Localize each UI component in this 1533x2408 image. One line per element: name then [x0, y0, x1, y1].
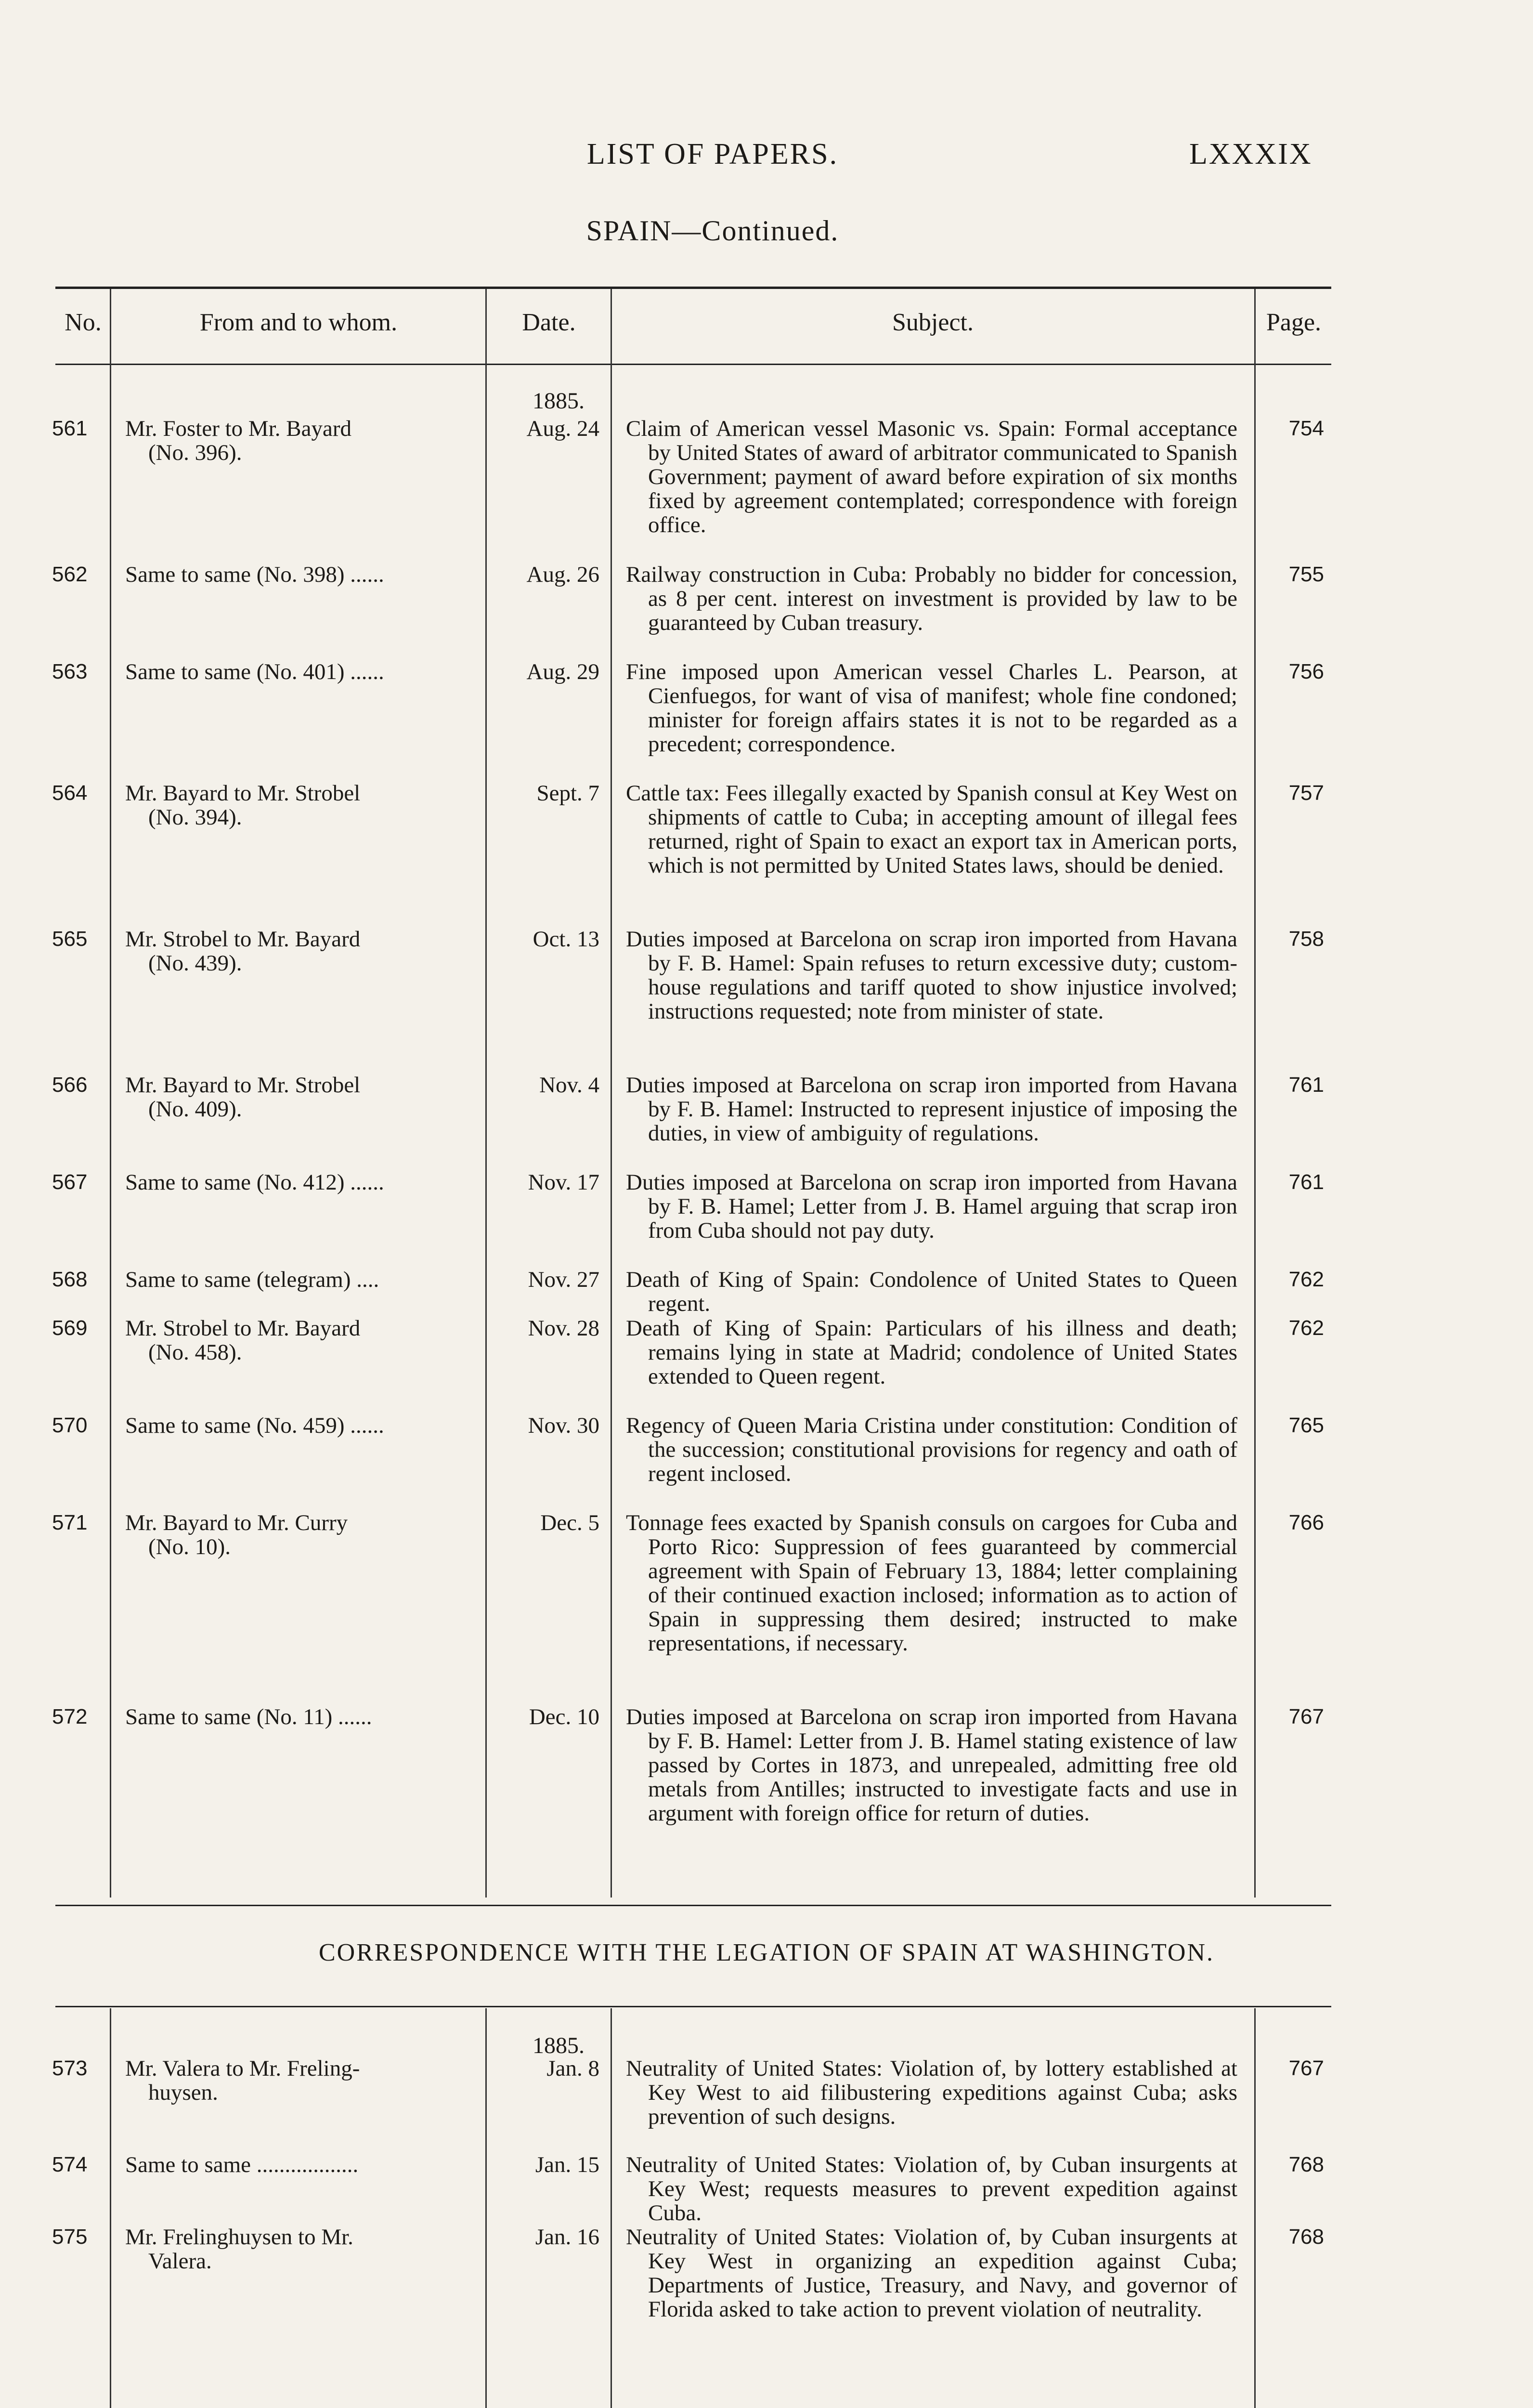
from-to-continuation: (No. 458).: [148, 1340, 242, 1365]
page-reference: 755: [1288, 563, 1324, 586]
from-to-cell: [125, 563, 479, 587]
from-to-text: Same to same (No. 459) ......: [125, 1413, 384, 1438]
from-to-cell: [125, 2225, 479, 2273]
subject-text: Death of King of Spain: Particulars of his illness and death; remains lying in state at Madrid; condolence of United States extended to Queen regent.: [626, 1316, 1237, 1389]
entry-number: 568: [52, 1268, 88, 1291]
subject-cell: [626, 927, 1237, 1023]
entry-number: 562: [52, 563, 88, 586]
subject-text: Death of King of Spain: Condolence of United States to Queen regent.: [626, 1267, 1237, 1316]
from-to-continuation: Valera.: [148, 2249, 212, 2274]
column-header-date: Date.: [522, 309, 576, 336]
page-reference: 757: [1288, 781, 1324, 805]
page-reference: 754: [1288, 417, 1324, 440]
page-reference: 767: [1288, 2056, 1324, 2080]
column-divider: [110, 289, 111, 1898]
from-to-text: Mr. Bayard to Mr. Strobel: [125, 1073, 361, 1098]
subject-cell: [626, 2056, 1237, 2129]
column-divider: [485, 289, 487, 1898]
from-to-cell: [125, 1268, 479, 1292]
from-to-cell: [125, 781, 479, 829]
subject-cell: [626, 1511, 1237, 1655]
table-top-rule: [55, 2006, 1331, 2007]
page-reference: 768: [1288, 2153, 1324, 2176]
date-cell: Nov. 4: [539, 1073, 599, 1098]
from-to-cell: [125, 1413, 479, 1438]
from-to-cell: [125, 1316, 479, 1364]
from-to-text: Mr. Strobel to Mr. Bayard: [125, 927, 361, 952]
from-to-text: Mr. Bayard to Mr. Strobel: [125, 781, 361, 806]
table-top-rule: [55, 287, 1331, 289]
table-bottom-rule: [55, 1905, 1331, 1906]
page-reference: 762: [1288, 1268, 1324, 1291]
from-to-continuation: (No. 409).: [148, 1097, 242, 1122]
date-cell: Nov. 28: [528, 1316, 599, 1341]
date-cell: Jan. 8: [546, 2056, 599, 2081]
entry-number: 574: [52, 2153, 88, 2176]
subject-text: Cattle tax: Fees illegally exacted by Spanish consul at Key West on shipments of cattle to Cuba; in accepting amount of illegal fees returned, right of Spain to exact an export tax in American ports, which is not permitted by United States laws, should be denied.: [626, 781, 1237, 878]
entry-number: 575: [52, 2225, 88, 2249]
subject-text: Fine imposed upon American vessel Charles L. Pearson, at Cienfuegos, for want of visa of manifest; whole fine condoned; minister for foreign affairs states it is not to be regarded as a precedent; correspondence.: [626, 659, 1237, 757]
year-label: 1885.: [533, 2033, 585, 2058]
entry-number: 565: [52, 927, 88, 951]
from-to-cell: [125, 1170, 479, 1194]
column-divider: [110, 2008, 111, 2408]
subject-text: Neutrality of United States: Violation of, by Cuban insurgents at Key West; requests measures to prevent expedition against Cuba.: [626, 2152, 1237, 2225]
subject-cell: [626, 1268, 1237, 1316]
entry-number: 569: [52, 1316, 88, 1340]
subject-text: Duties imposed at Barcelona on scrap iron imported from Havana by F. B. Hamel: Instructed to represent injustice of imposing the duties, in view of ambiguity of regulations.: [626, 1073, 1237, 1146]
entry-number: 567: [52, 1170, 88, 1194]
from-to-text: Mr. Bayard to Mr. Curry: [125, 1510, 348, 1535]
date-cell: Nov. 17: [528, 1170, 599, 1195]
from-to-cell: [125, 1705, 479, 1729]
from-to-text: Same to same (telegram) ....: [125, 1267, 379, 1292]
entry-number: 572: [52, 1705, 88, 1728]
column-header-page: Page.: [1266, 309, 1322, 336]
date-cell: Dec. 5: [540, 1510, 599, 1535]
correspondence-title: CORRESPONDENCE WITH THE LEGATION OF SPAIN AT WASHINGTON.: [318, 1939, 1215, 1966]
subject-cell: [626, 1413, 1237, 1486]
subject-text: Duties imposed at Barcelona on scrap iron imported from Havana by F. B. Hamel; Letter from J. B. Hamel arguing that scrap iron from Cuba should not pay duty.: [626, 1170, 1237, 1243]
from-to-text: Same to same (No. 398) ......: [125, 562, 384, 587]
column-divider: [1254, 2008, 1256, 2408]
subject-cell: [626, 1073, 1237, 1145]
subject-cell: [626, 1316, 1237, 1388]
date-cell: Nov. 27: [528, 1267, 599, 1292]
page-reference: 762: [1288, 1316, 1324, 1340]
subject-text: Duties imposed at Barcelona on scrap iron imported from Havana by F. B. Hamel: Letter from J. B. Hamel stating existence of law passed by Cortes in 1873, and unrepealed, admitting free old metals from Antilles; instructed to investigate facts and use in argument with foreign office for return of duties.: [626, 1704, 1237, 1826]
subject-text: Neutrality of United States: Violation of, by Cuban insurgents at Key West in organizing an expedition against Cuba; Departments of Justice, Treasury, and Navy, and governor of Florida asked to take action to prevent violation of neutrality.: [626, 2225, 1237, 2322]
date-cell: Dec. 10: [529, 1704, 599, 1729]
from-to-text: Mr. Strobel to Mr. Bayard: [125, 1316, 361, 1341]
from-to-continuation: (No. 439).: [148, 951, 242, 976]
page-reference: 767: [1288, 1705, 1324, 1728]
subject-text: Duties imposed at Barcelona on scrap iron imported from Havana by F. B. Hamel: Spain refuses to return excessive duty; custom-house regulations and tariff quoted to show injustice involved; instructions requested; note from minister of state.: [626, 927, 1237, 1024]
page-reference: 765: [1288, 1413, 1324, 1437]
page-reference: 761: [1288, 1073, 1324, 1097]
column-header-no: No.: [65, 309, 102, 336]
page-reference: 768: [1288, 2225, 1324, 2249]
from-to-cell: [125, 417, 479, 465]
entry-number: 561: [52, 417, 88, 440]
subject-cell: [626, 1705, 1237, 1825]
from-to-text: Same to same (No. 11) ......: [125, 1704, 372, 1729]
entry-number: 564: [52, 781, 88, 805]
column-divider: [1254, 289, 1256, 1898]
column-header-subject: Subject.: [892, 309, 974, 336]
subject-text: Tonnage fees exacted by Spanish consuls on cargoes for Cuba and Porto Rico: Suppression of fees guaranteed by commercial agreement with Spain of February 13, 1884; letter complaining of their continued exaction inclosed; information as to action of Spain in suppressing them desired; instructed to make representations, if necessary.: [626, 1510, 1237, 1656]
entry-number: 570: [52, 1413, 88, 1437]
subject-cell: [626, 563, 1237, 635]
from-to-cell: [125, 2153, 479, 2177]
from-to-text: Mr. Foster to Mr. Bayard: [125, 416, 351, 441]
date-cell: Oct. 13: [533, 927, 599, 952]
from-to-text: Same to same (No. 401) ......: [125, 659, 384, 684]
subject-cell: [626, 2225, 1237, 2321]
year-label: 1885.: [533, 388, 585, 414]
subject-text: Claim of American vessel Masonic vs. Spain: Formal acceptance by United States of award of arbitrator communicated to Spanish Government; payment of award before expiration of six months fixed by agreement contemplated; correspondence with foreign office.: [626, 416, 1237, 537]
subject-text: Regency of Queen Maria Cristina under constitution: Condition of the succession; constitutional provisions for regency and oath of regent inclosed.: [626, 1413, 1237, 1486]
page-reference: 761: [1288, 1170, 1324, 1194]
from-to-text: Mr. Frelinghuysen to Mr.: [125, 2225, 353, 2250]
from-to-cell: [125, 927, 479, 975]
page-reference: 766: [1288, 1511, 1324, 1534]
from-to-cell: [125, 660, 479, 684]
from-to-cell: [125, 1073, 479, 1121]
from-to-text: Mr. Valera to Mr. Freling-: [125, 2056, 360, 2081]
page-reference: 756: [1288, 660, 1324, 683]
from-to-continuation: (No. 10).: [148, 1534, 231, 1559]
column-divider: [485, 2008, 487, 2408]
subject-cell: [626, 2153, 1237, 2225]
from-to-text: Same to same ..................: [125, 2152, 359, 2177]
from-to-continuation: huysen.: [148, 2080, 218, 2105]
page-number: LXXXIX: [1189, 138, 1312, 170]
header-bottom-rule: [55, 364, 1331, 365]
entry-number: 571: [52, 1511, 88, 1534]
column-header-from: From and to whom.: [199, 309, 398, 336]
entry-number: 563: [52, 660, 88, 683]
date-cell: Aug. 24: [526, 416, 599, 441]
entry-number: 573: [52, 2056, 88, 2080]
entry-number: 566: [52, 1073, 88, 1097]
from-to-continuation: (No. 396).: [148, 440, 242, 465]
date-cell: Nov. 30: [528, 1413, 599, 1438]
date-cell: Aug. 26: [526, 562, 599, 587]
subject-text: Railway construction in Cuba: Probably no bidder for concession, as 8 per cent. interest on investment is provided by law to be guaranteed by Cuban treasury.: [626, 562, 1237, 635]
subject-text: Neutrality of United States: Violation of, by lottery established at Key West to aid filibustering expeditions against Cuba; asks prevention of such designs.: [626, 2056, 1237, 2129]
page-reference: 758: [1288, 927, 1324, 951]
date-cell: Aug. 29: [526, 659, 599, 684]
date-cell: Jan. 16: [535, 2225, 599, 2250]
subject-cell: [626, 417, 1237, 537]
from-to-text: Same to same (No. 412) ......: [125, 1170, 384, 1195]
column-divider: [611, 2008, 612, 2408]
subject-cell: [626, 781, 1237, 877]
from-to-continuation: (No. 394).: [148, 805, 242, 830]
date-cell: Jan. 15: [535, 2152, 599, 2177]
subject-cell: [626, 1170, 1237, 1243]
page-title: LIST OF PAPERS.: [586, 138, 839, 170]
column-divider: [611, 289, 612, 1898]
from-to-cell: [125, 2056, 479, 2105]
subject-cell: [626, 660, 1237, 756]
section-title: SPAIN—Continued.: [586, 215, 839, 247]
from-to-cell: [125, 1511, 479, 1559]
date-cell: Sept. 7: [536, 781, 599, 806]
